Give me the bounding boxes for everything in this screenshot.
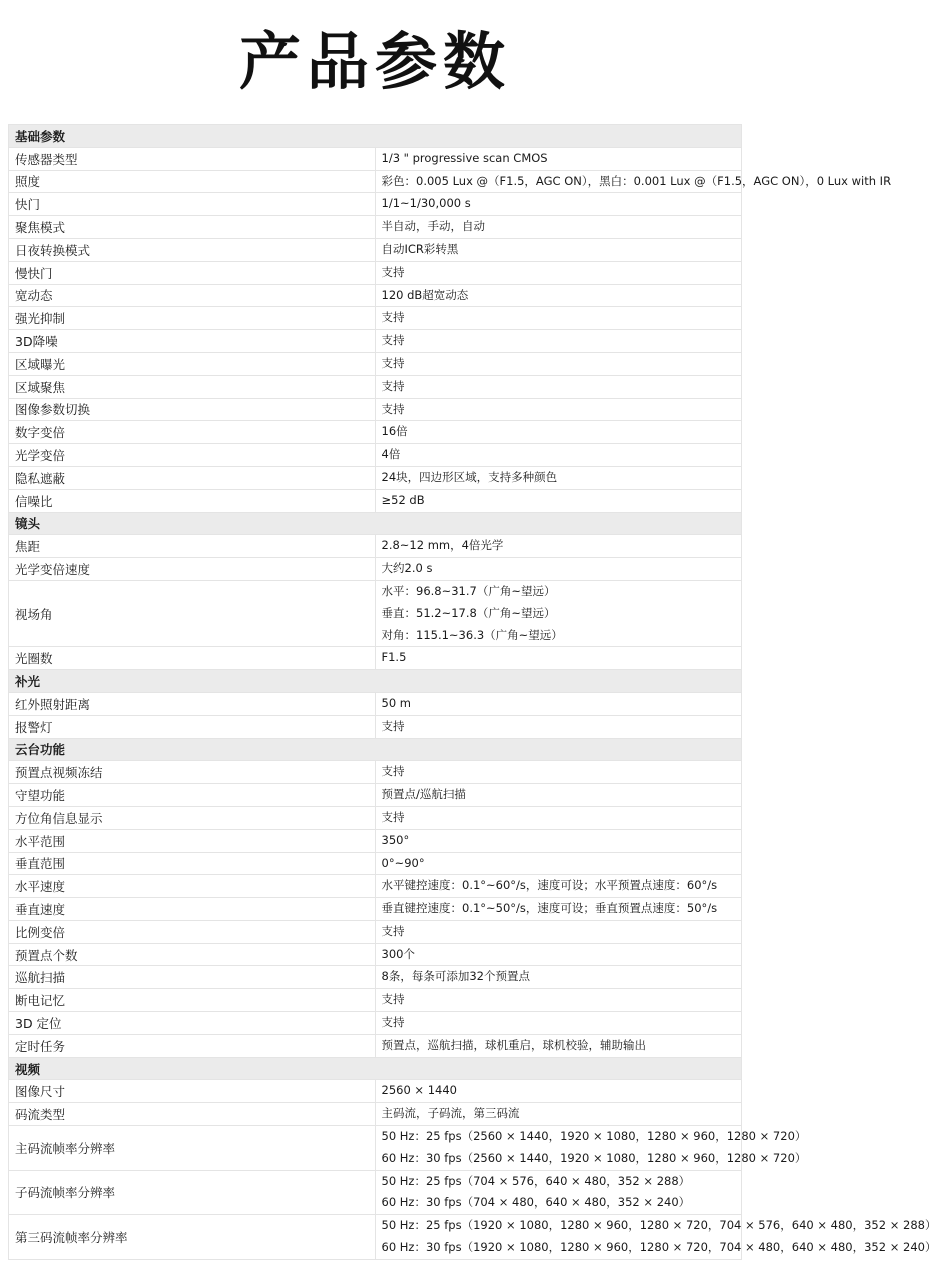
spec-table-body [9, 125, 936, 1260]
spec-row [9, 1012, 742, 1035]
section-header-row [9, 738, 742, 761]
spec-key: 数字变倍 [9, 421, 376, 444]
spec-key: 垂直速度 [9, 898, 376, 921]
spec-row [9, 375, 742, 398]
spec-value [375, 761, 742, 784]
spec-row [9, 898, 742, 921]
spec-value-line: 主码流，子码流，第三码流 [381, 1106, 520, 1121]
spec-key: 垂直范围 [9, 852, 376, 875]
spec-value-line: 水平键控速度：0.1°~60°/s，速度可设；水平预置点速度：60°/s [381, 878, 718, 893]
spec-row [9, 466, 742, 489]
spec-key: 报警灯 [9, 715, 376, 738]
spec-key: 快门 [9, 193, 376, 216]
spec-row [9, 284, 742, 307]
spec-value [375, 216, 742, 239]
spec-value-line: 彩色：0.005 Lux @（F1.5，AGC ON），黑白：0.001 Lux @（F1.5，AGC ON），0 Lux with IR [381, 173, 892, 188]
spec-key: 第三码流帧率分辨率 [9, 1215, 376, 1260]
spec-value-line: 支持 [381, 1015, 405, 1030]
spec-key: 3D 定位 [9, 1012, 376, 1035]
spec-row [9, 943, 742, 966]
spec-key: 日夜转换模式 [9, 238, 376, 261]
spec-value [375, 715, 742, 738]
spec-row [9, 806, 742, 829]
spec-value [375, 806, 742, 829]
spec-key: 水平范围 [9, 829, 376, 852]
spec-key: 预置点视频冻结 [9, 761, 376, 784]
spec-row [9, 829, 742, 852]
spec-key: 信噪比 [9, 489, 376, 512]
spec-key: 图像参数切换 [9, 398, 376, 421]
spec-value [375, 1080, 742, 1103]
spec-value [375, 943, 742, 966]
spec-value-line: 支持 [381, 764, 405, 779]
spec-table [8, 124, 936, 1260]
spec-row [9, 147, 742, 170]
spec-value-line: 60 Hz：30 fps（2560 × 1440，1920 × 1080，1280 × 960，1280 × 720） [381, 1150, 807, 1165]
spec-row [9, 558, 742, 581]
spec-value [375, 1215, 936, 1260]
section-header-row [9, 670, 742, 693]
spec-value-line: 350° [381, 832, 410, 847]
spec-value-line: 60 Hz：30 fps（1920 × 1080，1280 × 960，1280 × 720，704 × 480，640 × 480，352 × 240） [381, 1240, 936, 1255]
spec-value-line: 50 m [381, 695, 411, 710]
spec-row [9, 875, 742, 898]
section-header-row [9, 1057, 742, 1080]
spec-row [9, 193, 742, 216]
spec-key: 方位角信息显示 [9, 806, 376, 829]
spec-key: 宽动态 [9, 284, 376, 307]
spec-value [375, 1012, 742, 1035]
spec-value-line: 自动ICR彩转黑 [381, 241, 459, 256]
spec-value-line: 支持 [381, 355, 405, 370]
spec-key: 断电记忆 [9, 989, 376, 1012]
spec-value-line: 8条，每条可添加32个预置点 [381, 969, 530, 984]
spec-row [9, 1126, 742, 1171]
spec-value [375, 580, 742, 646]
spec-value [375, 1103, 742, 1126]
spec-value-line: 预置点/巡航扫描 [381, 787, 466, 802]
spec-row [9, 647, 742, 670]
spec-value-line: 0°~90° [381, 855, 425, 870]
spec-key: 慢快门 [9, 261, 376, 284]
section-title: 视频 [9, 1057, 742, 1080]
spec-value [375, 466, 742, 489]
spec-value-line: 50 Hz：25 fps（1920 × 1080，1280 × 960，1280 × 720，704 × 576，640 × 480，352 × 288） [381, 1218, 936, 1233]
spec-key: 聚焦模式 [9, 216, 376, 239]
spec-value-line: 支持 [381, 264, 405, 279]
spec-key: 图像尺寸 [9, 1080, 376, 1103]
spec-key: 巡航扫描 [9, 966, 376, 989]
spec-value [375, 444, 742, 467]
spec-key: 视场角 [9, 580, 376, 646]
spec-key: 主码流帧率分辨率 [9, 1126, 376, 1171]
section-title: 补光 [9, 670, 742, 693]
section-title: 基础参数 [9, 125, 742, 148]
spec-value-line: 16倍 [381, 424, 408, 439]
spec-value [375, 829, 742, 852]
spec-value [375, 966, 742, 989]
spec-value-line: 支持 [381, 923, 405, 938]
spec-row [9, 421, 742, 444]
spec-value [375, 1126, 807, 1171]
spec-key: 定时任务 [9, 1034, 376, 1057]
section-header-row [9, 512, 742, 535]
spec-value-line: 4倍 [381, 447, 401, 462]
spec-row [9, 1103, 742, 1126]
spec-value-line: 支持 [381, 310, 405, 325]
spec-key: 隐私遮蔽 [9, 466, 376, 489]
spec-value [375, 238, 742, 261]
spec-key: 传感器类型 [9, 147, 376, 170]
spec-value [375, 170, 892, 193]
spec-row [9, 489, 742, 512]
spec-value-line: 1/1~1/30,000 s [381, 196, 471, 211]
spec-value-line: 垂直：51.2~17.8（广角~望远） [381, 605, 556, 620]
spec-key: 红外照射距离 [9, 692, 376, 715]
spec-value-line: 支持 [381, 809, 405, 824]
spec-row [9, 1215, 742, 1260]
spec-value [375, 330, 742, 353]
spec-value [375, 989, 742, 1012]
spec-row [9, 444, 742, 467]
spec-value-line: 50 Hz：25 fps（704 × 576，640 × 480，352 × 288） [381, 1173, 691, 1188]
spec-value [375, 875, 742, 898]
spec-key: 光学变倍 [9, 444, 376, 467]
spec-value [375, 784, 742, 807]
spec-key: 比例变倍 [9, 920, 376, 943]
spec-value-line: 支持 [381, 992, 405, 1007]
spec-value [375, 852, 742, 875]
spec-value-line: 24块，四边形区域，支持多种颜色 [381, 469, 558, 484]
spec-value [375, 489, 742, 512]
section-title: 云台功能 [9, 738, 742, 761]
spec-value [375, 261, 742, 284]
spec-row [9, 307, 742, 330]
spec-row [9, 352, 742, 375]
spec-value-line: 2.8~12 mm，4倍光学 [381, 538, 504, 553]
spec-value-line: 支持 [381, 378, 405, 393]
spec-value-line: 50 Hz：25 fps（2560 × 1440，1920 × 1080，1280 × 960，1280 × 720） [381, 1129, 807, 1144]
spec-row [9, 761, 742, 784]
section-header-row [9, 125, 742, 148]
spec-value-line: F1.5 [381, 650, 407, 665]
spec-row [9, 330, 742, 353]
spec-value-line: 120 dB超宽动态 [381, 287, 469, 302]
spec-row [9, 920, 742, 943]
spec-value-line: ≥52 dB [381, 492, 425, 507]
spec-value-line: 半自动，手动，自动 [381, 219, 485, 234]
spec-row [9, 966, 742, 989]
spec-key: 强光抑制 [9, 307, 376, 330]
spec-value-line: 2560 × 1440 [381, 1083, 457, 1098]
spec-value-line: 300个 [381, 946, 415, 961]
spec-value-line: 支持 [381, 718, 405, 733]
spec-key: 预置点个数 [9, 943, 376, 966]
page-title: 产品参数 [238, 25, 511, 98]
spec-value [375, 147, 742, 170]
spec-row [9, 784, 742, 807]
spec-row [9, 216, 742, 239]
spec-key: 焦距 [9, 535, 376, 558]
spec-value-line: 预置点，巡航扫描，球机重启，球机校验，辅助输出 [381, 1037, 646, 1052]
spec-value [375, 307, 742, 330]
spec-value-line: 对角：115.1~36.3（广角~望远） [381, 627, 563, 642]
spec-value-line: 垂直键控速度：0.1°~50°/s，速度可设；垂直预置点速度：50°/s [381, 901, 718, 916]
spec-value [375, 193, 742, 216]
spec-key: 子码流帧率分辨率 [9, 1170, 376, 1215]
spec-row [9, 1170, 742, 1215]
spec-key: 光圈数 [9, 647, 376, 670]
spec-value-line: 支持 [381, 333, 405, 348]
spec-row [9, 1080, 742, 1103]
spec-row [9, 398, 742, 421]
spec-value-line: 大约2.0 s [381, 561, 433, 576]
spec-value-line: 1/3 " progressive scan CMOS [381, 150, 548, 165]
spec-row [9, 170, 742, 193]
spec-value [375, 920, 742, 943]
spec-value [375, 1170, 742, 1215]
spec-key: 光学变倍速度 [9, 558, 376, 581]
spec-row [9, 692, 742, 715]
section-title: 镜头 [9, 512, 742, 535]
spec-value [375, 647, 742, 670]
spec-value [375, 898, 742, 921]
spec-row [9, 715, 742, 738]
spec-value [375, 692, 742, 715]
spec-value [375, 352, 742, 375]
spec-value-line: 水平：96.8~31.7（广角~望远） [381, 583, 556, 598]
spec-row [9, 852, 742, 875]
spec-row [9, 1034, 742, 1057]
spec-row [9, 580, 742, 646]
spec-key: 区域曝光 [9, 352, 376, 375]
spec-key: 3D降噪 [9, 330, 376, 353]
spec-value [375, 398, 742, 421]
spec-row [9, 261, 742, 284]
spec-key: 守望功能 [9, 784, 376, 807]
spec-key: 区域聚焦 [9, 375, 376, 398]
spec-row [9, 238, 742, 261]
spec-key: 水平速度 [9, 875, 376, 898]
spec-value [375, 1034, 742, 1057]
spec-value-line: 60 Hz：30 fps（704 × 480，640 × 480，352 × 240） [381, 1195, 691, 1210]
spec-row [9, 989, 742, 1012]
spec-value [375, 535, 742, 558]
spec-value [375, 558, 742, 581]
spec-value [375, 284, 742, 307]
spec-key: 照度 [9, 170, 376, 193]
spec-value-line: 支持 [381, 401, 405, 416]
spec-value [375, 421, 742, 444]
spec-row [9, 535, 742, 558]
spec-value [375, 375, 742, 398]
spec-key: 码流类型 [9, 1103, 376, 1126]
